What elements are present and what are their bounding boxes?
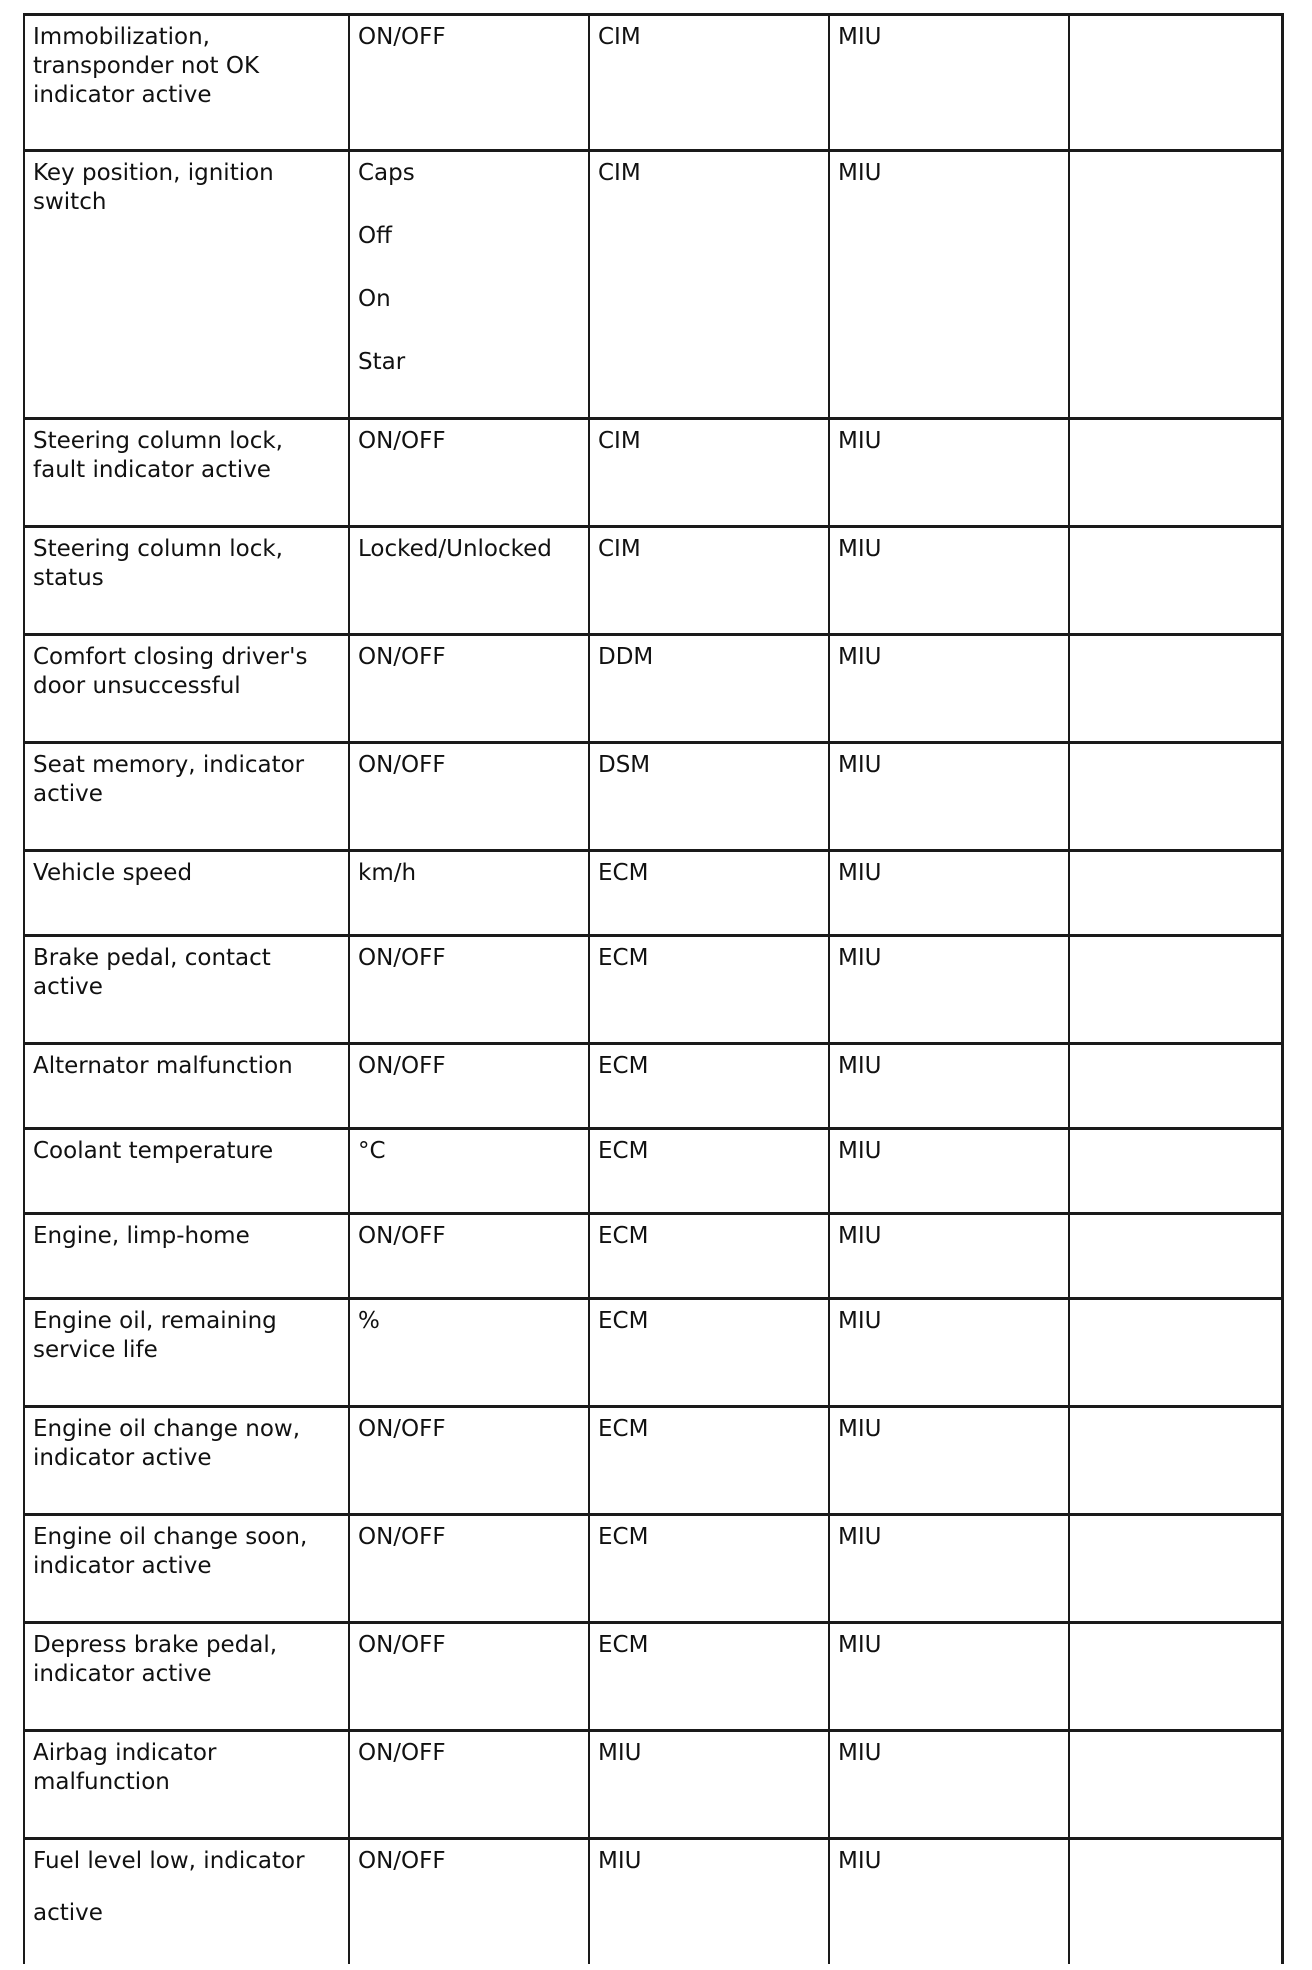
signal-name-line: Fuel level low, indicator [33,1848,305,1874]
signal-receiver: MIU [838,1416,882,1442]
signal-unit-cell [349,851,589,936]
signal-unit-cell [349,1407,589,1515]
signal-receiver: MIU [838,160,882,186]
empty-cell [1069,151,1282,419]
table-row [24,743,1282,851]
signal-name-cell [24,1214,349,1299]
signal-receiver: MIU [838,1053,882,1079]
signal-source: MIU [598,1848,642,1874]
signal-receiver: MIU [838,1138,882,1164]
signal-source: ECM [598,1053,649,1079]
table-row [24,1623,1282,1731]
signal-receiver: MIU [838,1223,882,1249]
table-row [24,1299,1282,1407]
signal-name: Brake pedal, contact active [33,945,271,1000]
signal-receiver: MIU [838,860,882,886]
signal-value: Caps [358,160,415,186]
table-row [24,151,1282,419]
signal-name-cell [24,1044,349,1129]
table-row [24,1515,1282,1623]
empty-cell [1069,1515,1282,1623]
signal-receiver-cell [829,527,1069,635]
signal-name-cell [24,1515,349,1623]
signal-name: Immobilization, transponder not OK indicator active [33,24,260,108]
empty-cell [1069,635,1282,743]
signal-source: DDM [598,644,654,670]
signal-unit: Locked/Unlocked [358,536,552,562]
signal-unit: ON/OFF [358,945,446,971]
table-row [24,936,1282,1044]
signal-source-cell [589,1044,829,1129]
signal-name: Key position, ignition switch [33,160,274,215]
signal-receiver: MIU [838,1740,882,1766]
signal-source-cell [589,1299,829,1407]
signal-unit-cell [349,15,589,151]
signal-receiver-cell [829,1623,1069,1731]
signal-receiver-cell [829,1731,1069,1839]
empty-cell [1069,1214,1282,1299]
signal-name: Steering column lock, fault indicator active [33,428,283,483]
signal-unit-cell [349,151,589,419]
signal-receiver-cell [829,936,1069,1044]
empty-cell [1069,15,1282,151]
signal-name: Airbag indicator malfunction [33,1740,217,1795]
signal-unit: ON/OFF [358,752,446,778]
empty-cell [1069,1299,1282,1407]
signal-name-cell [24,1407,349,1515]
signal-unit-cell [349,936,589,1044]
signal-unit: ON/OFF [358,1848,446,1874]
signal-unit: % [358,1308,380,1334]
signal-source-cell [589,1839,829,1964]
empty-cell [1069,1839,1282,1964]
signal-name-cell [24,1623,349,1731]
table-row [24,1407,1282,1515]
signal-name-line: active [33,1900,103,1926]
signal-source-cell [589,1515,829,1623]
empty-cell [1069,851,1282,936]
signal-receiver-cell [829,1129,1069,1214]
signal-unit-cell [349,1129,589,1214]
signal-source-cell [589,635,829,743]
signal-receiver: MIU [838,644,882,670]
signal-source-cell [589,851,829,936]
signal-name: Engine, limp-home [33,1223,250,1249]
signal-unit: ON/OFF [358,24,446,50]
signal-name-cell [24,743,349,851]
signal-name-cell [24,1129,349,1214]
table-row [24,1731,1282,1839]
signal-unit: km/h [358,860,417,886]
signal-source: ECM [598,860,649,886]
signal-unit-cell [349,1299,589,1407]
signal-source: CIM [598,536,641,562]
signal-unit-cell [349,1731,589,1839]
signal-unit: ON/OFF [358,1632,446,1658]
signal-name-cell [24,851,349,936]
signal-source: ECM [598,1138,649,1164]
empty-cell [1069,936,1282,1044]
signal-name: Comfort closing driver's door unsuccessful [33,644,308,699]
signal-source: MIU [598,1740,642,1766]
signal-source: CIM [598,428,641,454]
signal-receiver-cell [829,635,1069,743]
signal-name: Seat memory, indicator active [33,752,305,807]
signal-source: ECM [598,1416,649,1442]
signal-name-cell [24,1731,349,1839]
table-row [24,15,1282,151]
empty-cell [1069,527,1282,635]
empty-cell [1069,1044,1282,1129]
signal-source: CIM [598,160,641,186]
signal-source: CIM [598,24,641,50]
signal-source-cell [589,1407,829,1515]
signal-value: Off [358,223,392,249]
signal-receiver: MIU [838,536,882,562]
signal-name-cell [24,635,349,743]
signal-name-cell [24,527,349,635]
table-row [24,635,1282,743]
signal-table [23,13,1284,1964]
signal-unit: ON/OFF [358,1416,446,1442]
signal-name: Vehicle speed [33,860,193,886]
signal-unit-cell [349,527,589,635]
table-row [24,419,1282,527]
signal-receiver-cell [829,743,1069,851]
empty-cell [1069,1623,1282,1731]
empty-cell [1069,1129,1282,1214]
signal-source: ECM [598,1632,649,1658]
signal-unit-cell [349,1044,589,1129]
table-row [24,1839,1282,1964]
signal-unit: ON/OFF [358,1740,446,1766]
signal-source-cell [589,1214,829,1299]
signal-source-cell [589,527,829,635]
signal-name-cell [24,1299,349,1407]
signal-receiver-cell [829,1839,1069,1964]
table-row [24,1129,1282,1214]
table-row [24,1214,1282,1299]
signal-receiver: MIU [838,1632,882,1658]
signal-unit: ON/OFF [358,428,446,454]
signal-receiver: MIU [838,24,882,50]
signal-unit-cell [349,1623,589,1731]
signal-receiver: MIU [838,752,882,778]
signal-receiver-cell [829,1299,1069,1407]
signal-name: Steering column lock, status [33,536,283,591]
signal-name: Depress brake pedal, indicator active [33,1632,278,1687]
signal-name-cell [24,151,349,419]
signal-receiver-cell [829,1407,1069,1515]
signal-name: Engine oil, remaining service life [33,1308,277,1363]
signal-unit: ON/OFF [358,1223,446,1249]
signal-name: Engine oil change soon, indicator active [33,1524,308,1579]
signal-receiver-cell [829,151,1069,419]
signal-source: ECM [598,1524,649,1550]
empty-cell [1069,419,1282,527]
signal-unit-cell [349,1214,589,1299]
signal-source: ECM [598,1308,649,1334]
signal-unit-cell [349,419,589,527]
signal-unit: ON/OFF [358,1053,446,1079]
signal-source-cell [589,936,829,1044]
signal-source: ECM [598,1223,649,1249]
signal-name-cell [24,419,349,527]
signal-source-cell [589,15,829,151]
signal-receiver-cell [829,15,1069,151]
signal-name-cell [24,15,349,151]
signal-source-cell [589,1731,829,1839]
signal-unit-cell [349,743,589,851]
signal-unit-cell [349,1515,589,1623]
table-row [24,1044,1282,1129]
signal-receiver-cell [829,851,1069,936]
signal-name-cell [24,936,349,1044]
empty-cell [1069,1731,1282,1839]
empty-cell [1069,1407,1282,1515]
signal-value: On [358,286,391,312]
signal-source-cell [589,151,829,419]
signal-unit: °C [358,1138,386,1164]
signal-receiver: MIU [838,1848,882,1874]
table-row [24,851,1282,936]
signal-name: Alternator malfunction [33,1053,293,1079]
signal-name: Coolant temperature [33,1138,274,1164]
signal-unit: ON/OFF [358,1524,446,1550]
signal-source: DSM [598,752,651,778]
signal-value: Star [358,349,406,375]
signal-name-cell [24,1839,349,1964]
empty-cell [1069,743,1282,851]
signal-unit-cell [349,1839,589,1964]
signal-source-cell [589,743,829,851]
signal-receiver: MIU [838,1308,882,1334]
signal-receiver: MIU [838,1524,882,1550]
signal-unit-cell [349,635,589,743]
signal-unit: ON/OFF [358,644,446,670]
signal-receiver: MIU [838,945,882,971]
signal-source-cell [589,419,829,527]
signal-source-cell [589,1623,829,1731]
signal-source: ECM [598,945,649,971]
signal-source-cell [589,1129,829,1214]
signal-receiver-cell [829,1214,1069,1299]
signal-receiver-cell [829,1515,1069,1623]
signal-receiver-cell [829,419,1069,527]
signal-receiver-cell [829,1044,1069,1129]
signal-receiver: MIU [838,428,882,454]
signal-name: Engine oil change now, indicator active [33,1416,301,1471]
table-row [24,527,1282,635]
